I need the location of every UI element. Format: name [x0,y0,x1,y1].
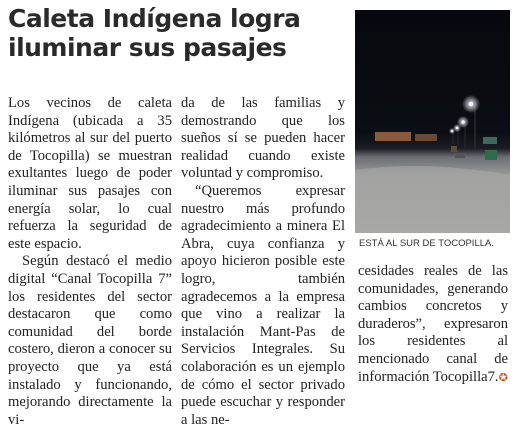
article-column-3 [358,263,508,387]
end-of-article-icon: ✪ [498,371,508,384]
headline [8,4,353,62]
photo-illustration [355,10,510,233]
article-column-1 [8,95,172,429]
paragraph-3-continued [358,263,508,387]
paragraph-3-end: cesidades reales de las comunidades, generando cambios concretos y duraderos”, expresaron los residentes al mencionado canal de información Tocopilla7. [358,263,508,385]
paragraph-1: Los vecinos de caleta Indígena (ubicada a 35 kilómetros al sur del puerto de Tocopilla) se muestran exultantes luego de poder iluminar sus pasajes con energía solar, lo cual refuerza la seguridad de este espacio. [8,95,172,252]
paragraph-3: “Queremos expresar nuestro más profundo agradecimiento a minera El Abra, cuya confianza y apoyo hicieron posible este logro, también agradecemos a la empresa que vino a realizar la instalación Mant-Pas de Servicios Integrales. Su colaboración es un ejemplo de cómo el sector privado puede escuchar y responder a las ne- [181,182,345,428]
headline-line-1: Caleta Indígena logra [8,4,301,33]
photo-caption: ESTÁ AL SUR DE TOCOPILLA. [359,238,494,249]
article-column-2 [181,95,345,429]
paragraph-2-continued: da de las familias y demostrando que los sueños sí se pueden hacer realidad cuando existe voluntad y compromiso. [181,95,345,182]
paragraph-2: Según destacó el medio digital “Canal Tocopilla 7” los residentes del sector destacaron que como comunidad del borde costero, dieron a conocer su proyecto que ya está instalado y funcionando, mejorando directamente la vi- [8,253,172,428]
night-street-photo [355,10,510,233]
headline-line-2: iluminar sus pasajes [8,33,287,62]
